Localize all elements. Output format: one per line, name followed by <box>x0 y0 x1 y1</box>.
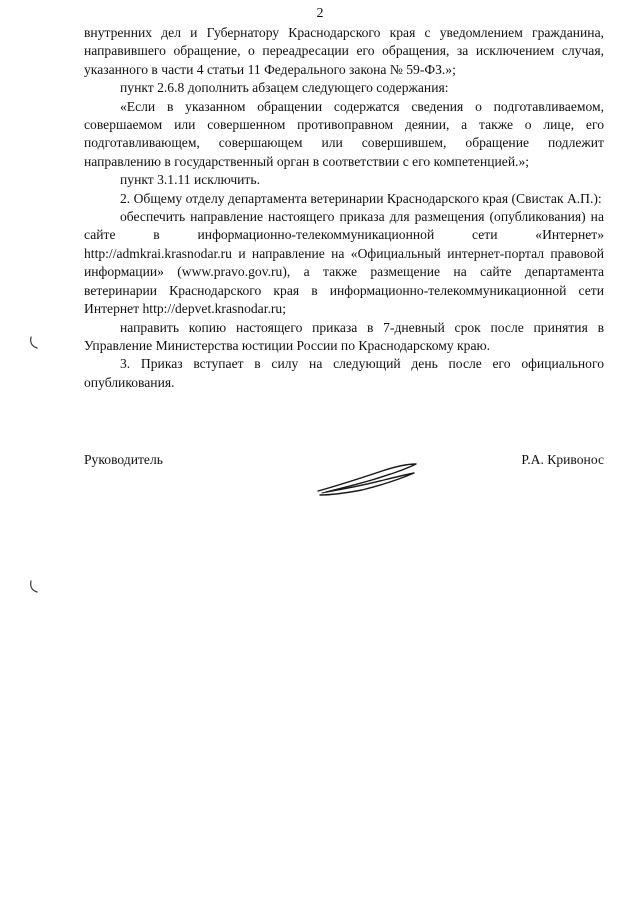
paragraph-section-3: 3. Приказ вступает в силу на следующий день после его официального опубликования. <box>84 356 604 390</box>
signatory-role: Руководитель <box>84 452 163 467</box>
signatory-name: Р.А. Кривонос <box>521 452 604 467</box>
paragraph-ensure-publication: обеспечить направление настоящего приказа для размещения (опубликования) на сайте в информационно-телекоммуникационной сети «Интернет» http://admkrai.krasnodar.ru и направление на «Официальный интернет-портал правовой информации» (www.pravo.gov.ru), а также размещение на сайте департамента ветеринарии Краснодарского края в информационно-телекоммуникационной сети Интернет http://depvet.krasnodar.ru; <box>84 209 604 317</box>
handwritten-signature <box>312 462 420 498</box>
paragraph-item-3-1-11: пункт 3.1.11 исключить. <box>120 172 260 188</box>
paragraph-section-2: 2. Общему отделу департамента ветеринарии Краснодарского края (Свистак А.П.): <box>120 190 602 206</box>
paragraph-item-2-6-8: пункт 2.6.8 дополнить абзацем следующего содержания: <box>120 80 449 96</box>
paragraph-continuation: внутренних дел и Губернатору Краснодарского края с уведомлением гражданина, направившего обращение, о переадресации его обращения, за исключением случая, указанного в части 4 статьи 11 Федерального закона № 59-ФЗ.»; <box>84 25 604 77</box>
punch-hole-mark <box>28 580 40 594</box>
page-number: 2 <box>316 6 324 21</box>
document-body <box>84 24 604 392</box>
paragraph-send-copy: направить копию настоящего приказа в 7-дневный срок после принятия в Управление Министерства юстиции России по Краснодарскому краю. <box>84 319 604 353</box>
punch-hole-mark <box>28 336 40 350</box>
paragraph-quoted-text: «Если в указанном обращении содержатся сведения о подготавливаемом, совершаемом или совершенном противоправном деянии, а также о лице, его подготавливающем, совершающем или совершившем, обращение подлежит направлению в государственный орган в соответствии с его компетенцией.»; <box>84 98 604 169</box>
